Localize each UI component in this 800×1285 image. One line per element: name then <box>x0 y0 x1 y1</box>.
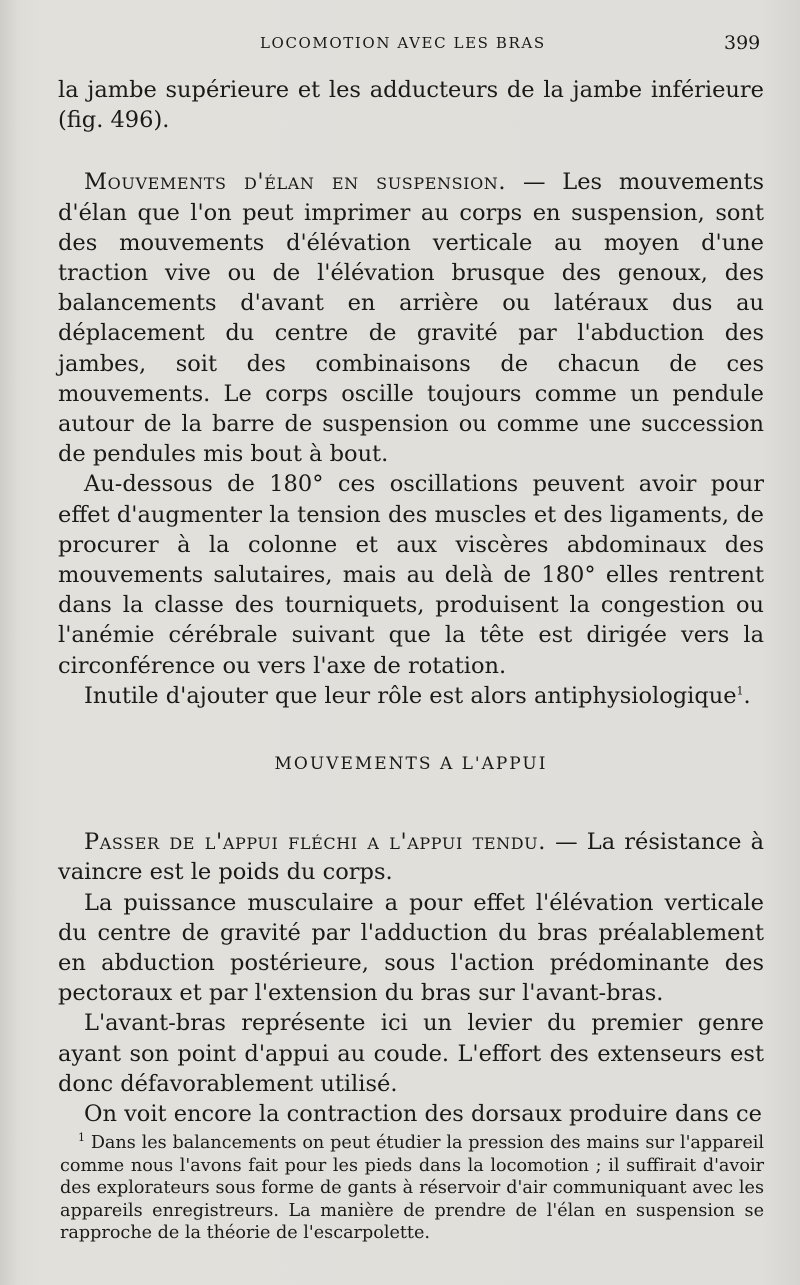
paragraph-levier: L'avant-bras représente ici un levier du premier genre ayant son point d'appui au coude. L'effort des extenseurs est donc défavorablement utilisé. <box>58 1010 764 1097</box>
paragraph-elan <box>58 167 764 469</box>
section-heading: MOUVEMENTS A L'APPUI <box>274 754 548 775</box>
paragraph-elan-text: — Les mouvements d'élan que l'on peut imprimer au corps en suspension, sont des mouvements d'élévation verticale au moyen d'une traction vive ou de l'élévation brusque des genoux, des balancements d'avant en arrière ou latéraux dus au déplacement du centre de gravité par l'abduction des jambes, soit des combinaisons de chacun de ces mouvements. Le corps oscille toujours comme un pendule autour de la barre de suspension ou comme une succession de pendules mis bout à bout. <box>58 169 765 468</box>
paragraph-antiphysiologique-text: Inutile d'ajouter que leur rôle est alors antiphysiologique <box>84 682 737 709</box>
paragraph-appui <box>58 827 764 887</box>
running-title: LOCOMOTION AVEC LES BRAS <box>260 34 546 52</box>
paragraph-dorsaux: On voit encore la contraction des dorsaux produire dans ce <box>84 1101 762 1128</box>
body-text <box>58 75 764 1129</box>
paragraph-continuation: la jambe supérieure et les adducteurs de la jambe inférieure (fig. 496). <box>58 77 764 134</box>
paragraph-appui-text: — La résistance à vaincre est le poids du corps. <box>58 829 765 886</box>
paragraph-oscillations: Au-dessous de 180° ces oscillations peuvent avoir pour effet d'augmenter la tension des muscles et des ligaments, de procurer à la colonne et aux viscères abdominaux des mouvements salutaires, mais au delà de 180° elles rentrent dans la classe des tourniquets, produisent la congestion ou l'anémie cérébrale suivant que la tête est dirigée vers la circonférence ou vers l'axe de rotation. <box>58 471 764 679</box>
paragraph-end-punct: . <box>743 682 751 709</box>
footnote <box>60 1132 764 1245</box>
page-number: 399 <box>724 32 761 54</box>
footnote-marker: 1 <box>78 1131 85 1145</box>
spacer <box>58 135 764 167</box>
run-in-heading-elan: Mouvements d'élan en suspension. <box>84 169 507 196</box>
footnote-text: Dans les balancements on peut étudier la pression des mains sur l'appareil comme nous l'avons fait pour les pieds dans la locomotion ; il suffirait d'avoir des explorateurs sous forme de gants à réservoir d'air communiquant avec les appareils enregistreurs. La manière de prendre de l'élan en suspension se rapproche de la théorie de l'escarpolette. <box>60 1133 764 1243</box>
running-head <box>0 34 800 58</box>
footnotes <box>60 1132 764 1245</box>
paragraph-puissance: La puissance musculaire a pour effet l'élévation verticale du centre de gravité par l'adduction du bras préalablement en abduction postérieure, sous l'action prédominante des pectoraux et par l'extension du bras sur l'avant-bras. <box>58 889 764 1007</box>
footnote-reference: 1 <box>736 684 744 698</box>
paragraph-antiphysiologique <box>58 681 764 711</box>
run-in-heading-appui: Passer de l'appui fléchi a l'appui tendu. <box>84 829 547 856</box>
